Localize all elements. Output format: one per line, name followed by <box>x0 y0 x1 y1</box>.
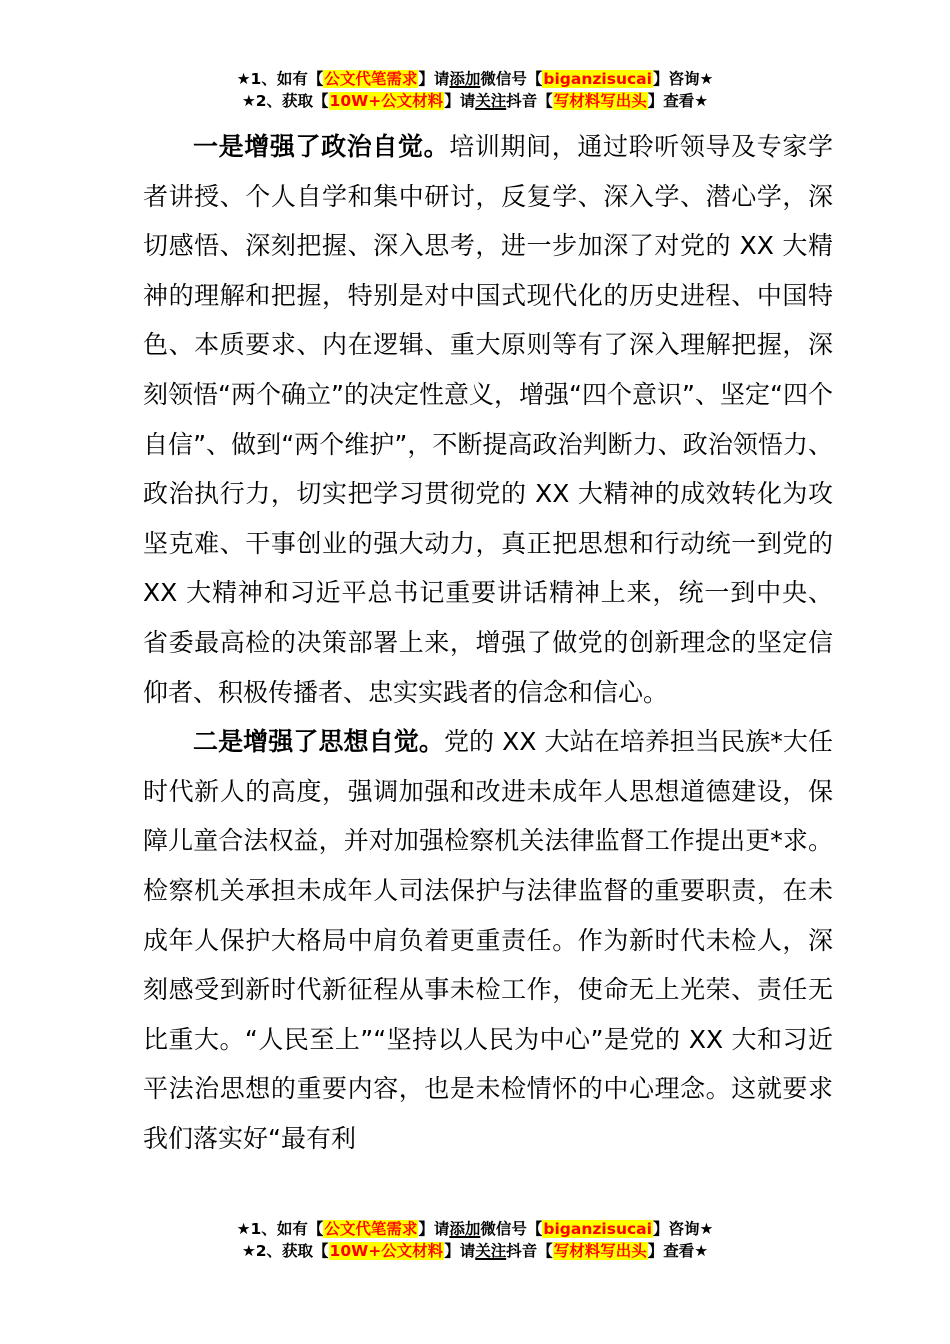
paragraph-lead: 一是增强了政治自觉。 <box>193 132 450 161</box>
highlight-materials: 10W+公文材料 <box>329 92 444 110</box>
highlight-service: 公文代笔需求 <box>324 1220 418 1238</box>
paragraph-text: 培训期间，通过聆听领导及专家学者讲授、个人自学和集中研讨，反复学、深入学、潜心学，深切感悟、深刻把握、深入思考，进一步加深了对党的 XX 大精神的理解和把握，特别是对中国式现代化的历史进程、中国特色、本质要求、内在逻辑、重大原则等有了深入理解把握，深刻领悟“两个确立”的决定性意义，增强“四个意识”、坚定“四个自信”、做到“两个维护”，不断提高政治判断力、政治领悟力、政治执行力，切实把学习贯彻党的 XX 大精神的成效转化为攻坚克难、干事创业的强大动力，真正把思想和行动统一到党的 XX 大精神和习近平总书记重要讲话精神上来，统一到中央、省委最高检的决策部署上来，增强了做党的创新理念的坚定信仰者、积极传播者、忠实实践者的信念和信心。 <box>143 132 833 707</box>
highlight-douyin-account: 写材料写出头 <box>553 1242 647 1260</box>
banner-line-1: ★1、如有【公文代笔需求】请添加微信号【biganzisucai】咨询★ <box>236 1220 714 1238</box>
highlight-materials: 10W+公文材料 <box>329 1242 444 1260</box>
paragraph-lead: 二是增强了思想自觉。 <box>193 727 444 757</box>
paragraph-ideological-awareness <box>143 717 833 1163</box>
paragraph-text: 党的 XX 大站在培养担当民族*大任时代新人的高度，强调加强和改进未成年人思想道德建设，保障儿童合法权益，并对加强检察机关法律监督工作提出更*求。检察机关承担未成年人司法保护与法律监督的重要职责，在未成年人保护大格局中肩负着更重责任。作为新时代未检人，深刻感受到新时代新征程从事未检工作，使命无上光荣、责任无比重大。“人民至上”“坚持以人民为中心”是党的 XX 大和习近平法治思想的重要内容，也是未检情怀的中心理念。这就要求我们落实好“最有利 <box>143 727 833 1153</box>
paragraph-political-awareness <box>143 122 833 717</box>
document-body <box>143 122 833 1163</box>
highlight-service: 公文代笔需求 <box>324 70 418 88</box>
header-banner <box>0 68 950 112</box>
banner-line-2: ★2、获取【10W+公文材料】请关注抖音【写材料写出头】查看★ <box>241 92 709 110</box>
banner-line-2: ★2、获取【10W+公文材料】请关注抖音【写材料写出头】查看★ <box>241 1242 709 1260</box>
highlight-wechat-id: biganzisucai <box>543 70 652 88</box>
footer-banner <box>0 1218 950 1262</box>
highlight-wechat-id: biganzisucai <box>543 1220 652 1238</box>
highlight-douyin-account: 写材料写出头 <box>553 92 647 110</box>
banner-line-1: ★1、如有【公文代笔需求】请添加微信号【biganzisucai】咨询★ <box>236 70 714 88</box>
